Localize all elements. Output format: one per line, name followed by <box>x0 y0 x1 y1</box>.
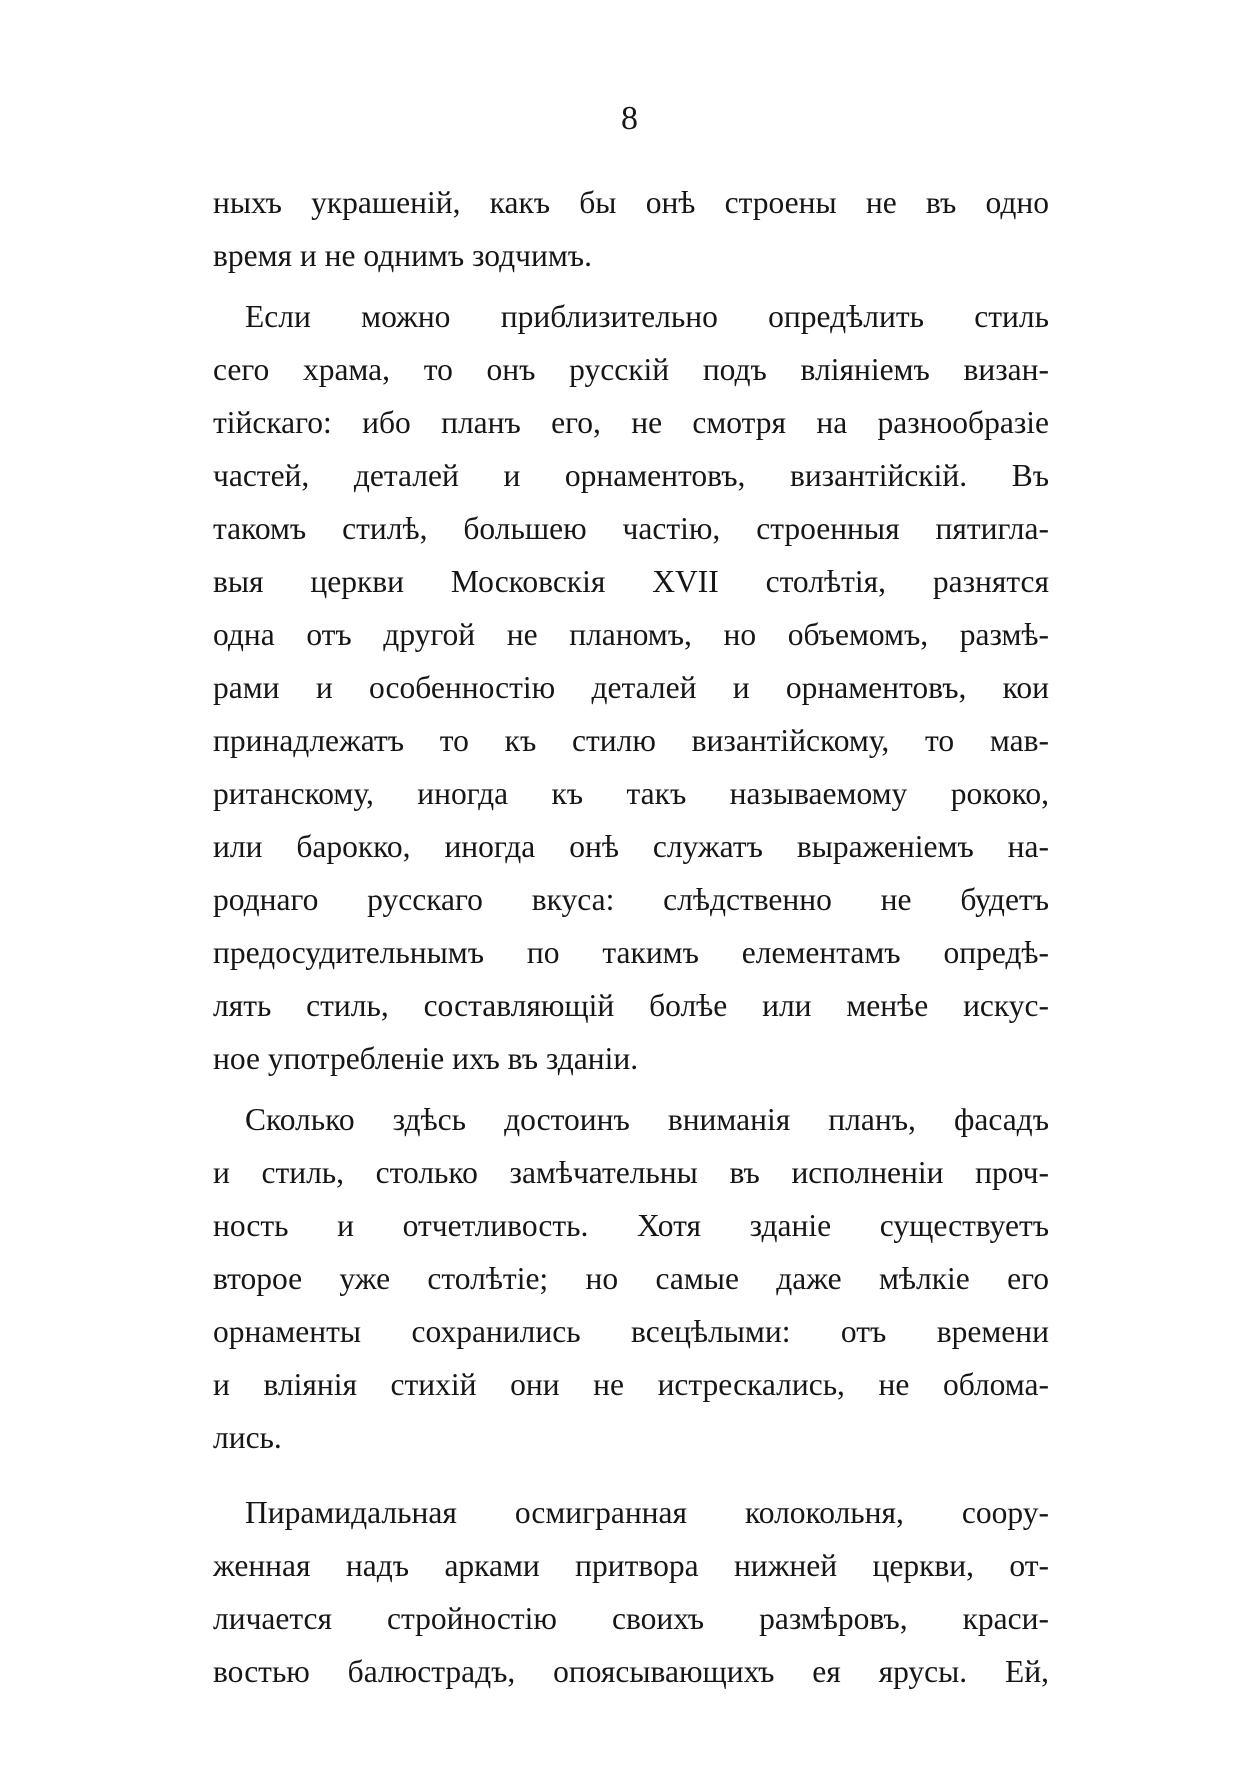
text-line: время и не однимъ зодчимъ. <box>213 238 592 273</box>
text-line: одна отъ другой не планомъ, но объемомъ, размѣ- <box>213 617 1049 652</box>
page-number: 8 <box>621 100 638 137</box>
text-line: личается стройностію своихъ размѣровъ, краси- <box>213 1601 1049 1636</box>
text-line: ность и отчетливость. Хотя зданіе существуетъ <box>213 1208 1049 1243</box>
paragraph-3 <box>213 1093 1049 1464</box>
text-line: орнаменты сохранились всецѣлыми: отъ времени <box>213 1314 1049 1349</box>
text-line: ританскому, иногда къ такъ называемому рококо, <box>213 776 1049 811</box>
text-line: рами и особенностію деталей и орнаментовъ, кои <box>213 670 1049 705</box>
text-line: Сколько здѣсь достоинъ вниманія планъ, фасадъ <box>245 1102 1049 1137</box>
text-line: Пирамидальная осмигранная колокольня, соору- <box>245 1495 1049 1530</box>
text-line: сего храма, то онъ русскій подъ вліяніемъ визан- <box>213 352 1049 387</box>
paragraph-4 <box>213 1486 1049 1698</box>
text-line: Если можно приблизительно опредѣлить стиль <box>245 299 1049 334</box>
text-line: или барокко, иногда онѣ служатъ выраженіемъ на- <box>213 829 1049 864</box>
text-line: выя церкви Московскія XVII столѣтія, разнятся <box>213 564 1049 599</box>
text-line: второе уже столѣтіе; но самые даже мѣлкіе его <box>213 1261 1049 1296</box>
text-line: и стиль, столько замѣчательны въ исполненіи проч- <box>213 1155 1049 1190</box>
text-line: ныхъ украшеній, какъ бы онѣ строены не въ одно <box>213 185 1049 220</box>
text-line: роднаго русскаго вкуса: слѣдственно не будетъ <box>213 882 1049 917</box>
text-line: предосудительнымъ по такимъ елементамъ опредѣ- <box>213 935 1049 970</box>
text-line: частей, деталей и орнаментовъ, византійскій. Въ <box>213 458 1049 493</box>
text-line: ное употребленіе ихъ въ зданіи. <box>213 1041 639 1076</box>
text-line: востью балюстрадъ, опоясывающихъ ея ярусы. Ей, <box>213 1654 1049 1689</box>
text-line: принадлежатъ то къ стилю византійскому, то мав- <box>213 723 1049 758</box>
text-line: женная надъ арками притвора нижней церкви, от- <box>213 1548 1049 1583</box>
text-line: и вліянія стихій они не истрескались, не облома- <box>213 1367 1049 1402</box>
paragraph-1 <box>213 176 1049 282</box>
paragraph-2 <box>213 290 1049 1085</box>
text-line: тійскаго: ибо планъ его, не смотря на разнообразіе <box>213 405 1049 440</box>
text-line: лись. <box>213 1420 282 1455</box>
text-line: лять стиль, составляющій болѣе или менѣе искус- <box>213 988 1049 1023</box>
body-text <box>213 176 1049 1698</box>
text-line: такомъ стилѣ, большею частію, строенныя пятигла- <box>213 511 1049 546</box>
